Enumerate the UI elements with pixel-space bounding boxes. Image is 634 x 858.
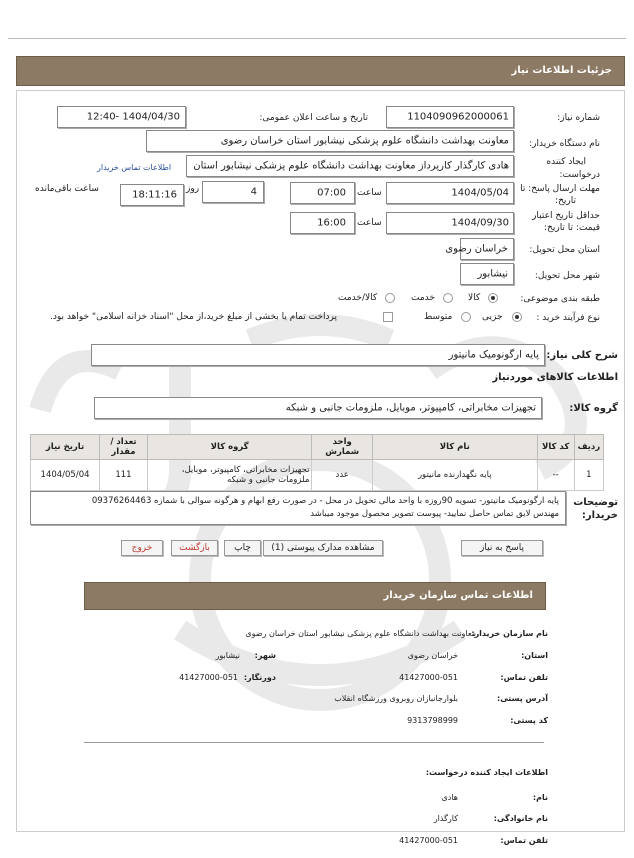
contact-phone-value: 41427000-051	[399, 673, 458, 682]
days-remaining-field: 4	[202, 181, 264, 203]
creator-info-title: اطلاعات ایجاد کننده درخواست:	[425, 768, 548, 777]
city-label: شهر محل تحویل:	[534, 271, 600, 281]
category-radio-both[interactable]	[385, 293, 395, 303]
process-radio-medium[interactable]	[461, 312, 471, 322]
validity-label: حداقل تاریخ اعتبار	[532, 211, 600, 221]
validity-label-2: قیمت: تا تاریخ:	[544, 223, 600, 233]
creator-name-value: هادی	[441, 793, 458, 802]
goods-table	[30, 434, 604, 491]
creator-phone-label: تلفن تماس:	[500, 836, 548, 845]
goods-section-title: اطلاعات کالاهای موردنیاز	[492, 372, 618, 383]
summary-field[interactable]: پایه ارگونومیک مانیتور	[91, 344, 545, 366]
notes-line-2: مهندس لایق تماس حاصل نمایید- پیوست تصویر محصول موجود میباشد	[310, 509, 559, 519]
contact-org-value: معاونت بهداشت دانشگاه علوم پزشکی نیشابور استان خراسان رضوی	[245, 629, 476, 638]
province-label: استان محل تحویل:	[529, 245, 600, 255]
process-label: نوع فرآیند خرید :	[536, 313, 600, 323]
deadline-label-2: تاریخ:	[555, 196, 576, 206]
validity-date-field[interactable]: 1404/09/30	[386, 212, 514, 234]
validity-time-label: ساعت	[357, 218, 382, 228]
contact-fax-value: 41427000-051	[179, 673, 238, 682]
contact-address-value: بلوارجانبازان روبروی ورزشگاه انقلاب	[334, 694, 458, 703]
print-button[interactable]: چاپ	[224, 540, 261, 556]
creator-name-label: نام:	[532, 793, 548, 802]
back-button[interactable]: بازگشت	[171, 540, 218, 556]
creator-label: ایجاد کننده	[546, 157, 586, 167]
contact-postal-value: 9313798999	[407, 716, 458, 725]
cell-group: تجهیزات مخابراتی، کامپیوتر، موبایل، ملزومات جانبی و شبکه	[147, 460, 312, 491]
contact-divider	[84, 742, 544, 743]
process-option-minor: جزیی	[482, 312, 503, 322]
page-header	[16, 56, 625, 86]
remaining-time-field: 18:11:16	[120, 184, 184, 206]
creator-family-label: نام خانوادگی:	[493, 814, 548, 823]
notes-line-1: پایه ارگونومیک مانیتور- تسویه 90روزه با واحد مالی تحویل در محل - در صورت رفع ابهام و هرگونه سوالی با شماره 09376264463	[91, 496, 559, 506]
creator-field[interactable]: هادی کارگذار کارپرداز معاونت بهداشت دانشگاه علوم پزشکی نیشابور استان	[186, 155, 514, 177]
col-code: کد کالا	[537, 435, 574, 460]
category-label: طبقه بندی موضوعی:	[520, 294, 600, 304]
announce-label: تاریخ و ساعت اعلان عمومی:	[259, 113, 368, 123]
reply-button[interactable]: پاسخ به نیاز	[461, 540, 543, 556]
days-label: روز	[186, 184, 200, 194]
validity-time-field[interactable]: 16:00	[290, 212, 355, 234]
cell-code: --	[537, 460, 574, 491]
deadline-date-field[interactable]: 1404/05/04	[386, 182, 514, 204]
treasury-note: پرداخت تمام یا بخشی از مبلغ خرید،از محل "اسناد خزانه اسلامی" خواهد بود.	[50, 312, 338, 322]
contact-city-label: شهر:	[254, 651, 276, 660]
remaining-time-label: ساعت باقی‌مانده	[35, 184, 99, 194]
process-radio-minor[interactable]	[512, 312, 522, 322]
exit-button[interactable]: خروج	[121, 540, 163, 556]
deadline-time-field[interactable]: 07:00	[290, 182, 355, 204]
process-option-medium: متوسط	[424, 312, 453, 322]
goods-group-label: گروه کالا:	[569, 403, 618, 414]
buyer-field[interactable]: معاونت بهداشت دانشگاه علوم پزشکی نیشابور استان خراسان رضوی	[146, 130, 514, 152]
contact-city-value: نیشابور	[215, 651, 240, 660]
summary-label: شرح کلی نیاز:	[546, 350, 618, 361]
city-field[interactable]: نیشابور	[460, 263, 514, 285]
creator-family-value: کارگذار	[433, 814, 458, 823]
category-radio-goods[interactable]	[488, 293, 498, 303]
buyer-label: نام دستگاه خریدار:	[529, 139, 600, 149]
category-option-both: کالا/خدمت	[338, 293, 378, 303]
need-number-label: شماره نیاز:	[557, 113, 600, 123]
need-number-field[interactable]: 1104090962000061	[386, 106, 514, 128]
cell-qty: 111	[100, 460, 148, 491]
cell-date: 1404/05/04	[31, 460, 100, 491]
creator-label-2: درخواست:	[559, 170, 600, 180]
col-qty: تعداد / مقدار	[100, 435, 148, 460]
buyer-contact-link[interactable]: اطلاعات تماس خریدار	[97, 163, 172, 172]
category-radio-service[interactable]	[443, 293, 453, 303]
contact-postal-label: کد پستی:	[510, 716, 548, 725]
deadline-time-label: ساعت	[357, 188, 382, 198]
deadline-label: مهلت ارسال پاسخ: تا	[520, 184, 600, 194]
page-title: جزئیات اطلاعات نیاز	[511, 65, 612, 76]
goods-group-field[interactable]: تجهیزات مخابراتی، کامپیوتر، موبایل، ملزومات جانبی و شبکه	[94, 397, 542, 419]
contact-title: اطلاعات تماس سازمان خریدار	[383, 590, 533, 601]
col-name: نام کالا	[372, 435, 537, 460]
col-group: گروه کالا	[147, 435, 312, 460]
cell-row: 1	[574, 460, 603, 491]
cell-name: پایه نگهدارنده مانیتور	[372, 460, 537, 491]
contact-fax-label: دورنگار:	[243, 673, 276, 682]
cell-unit: عدد	[312, 460, 373, 491]
contact-address-label: آدرس پستی:	[497, 694, 548, 703]
top-divider	[8, 38, 626, 39]
creator-phone-value: 41427000-051	[399, 836, 458, 845]
attachments-button[interactable]: مشاهده مدارک پیوستی (1)	[263, 540, 383, 556]
notes-field	[30, 491, 566, 525]
contact-header	[84, 582, 546, 610]
province-field[interactable]: خراسان رضوی	[460, 238, 514, 260]
goods-table-header	[31, 435, 604, 460]
contact-province-value: خراسان رضوی	[407, 651, 458, 660]
notes-label-2: خریدار:	[581, 510, 618, 521]
col-date: تاریخ نیاز	[31, 435, 100, 460]
contact-phone-label: تلفن تماس:	[500, 673, 548, 682]
contact-province-label: استان:	[521, 651, 548, 660]
treasury-checkbox[interactable]	[383, 312, 393, 322]
col-row: ردیف	[574, 435, 603, 460]
notes-label: توضیحات	[573, 497, 618, 508]
table-row	[31, 460, 604, 491]
category-option-service: خدمت	[411, 293, 435, 303]
contact-org-label: نام سازمان خریدار:	[471, 629, 548, 638]
category-option-goods: کالا	[468, 293, 481, 303]
announce-field[interactable]: 1404/04/30 -12:40	[57, 106, 186, 128]
col-unit: واحد شمارش	[312, 435, 373, 460]
